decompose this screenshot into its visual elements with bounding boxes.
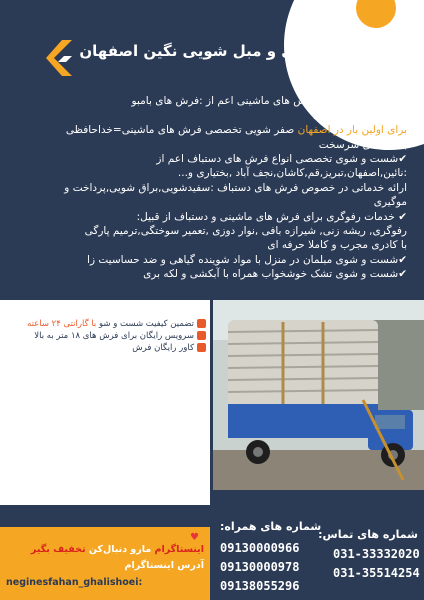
instagram-box bbox=[0, 527, 210, 600]
service-line: رفوگری, ریشه زنی, شیرازه بافی ,نوار دوزی ,تعمیر سوختگی,ترمیم پارگی bbox=[84, 225, 407, 238]
promo-text: کاور رایگان فرش bbox=[132, 343, 194, 353]
service-line: ✔شست و شوی تشک خوشخواب همراه با آبکشی و لکه بری bbox=[143, 268, 407, 281]
mobile-numbers-heading: شماره های همراه: bbox=[220, 520, 322, 533]
heart-icon: ♥ bbox=[190, 532, 199, 543]
service-line: ✔شست و شوی تخصصی انواع فرش های دستباف اعم از bbox=[156, 153, 407, 166]
instagram-cta bbox=[31, 544, 204, 555]
service-line-text: صفر شویی تخصصی فرش های ماشینی=خداحافظی bbox=[65, 124, 295, 137]
promo-item bbox=[20, 318, 206, 330]
instagram-follow-text: مارو دنبال‌کن bbox=[88, 544, 152, 555]
service-line: ✔شست و شوی مبلمان در منزل با مواد شوینده گیاهی و ضد حساسیت زا bbox=[87, 253, 407, 266]
service-line: ✔ خدمات رفوگری برای فرش های ماشینی و دستباف از قبیل: bbox=[136, 210, 407, 223]
promo-text: تضمین کیفیت شست و شو bbox=[99, 319, 194, 329]
bullet-icon bbox=[197, 331, 206, 340]
service-line: با کادری مجرب و کاملا حرفه ای bbox=[267, 239, 407, 252]
services-list bbox=[12, 80, 407, 282]
instagram-discount: تخفیف بگیر bbox=[30, 544, 86, 555]
header bbox=[40, 36, 370, 82]
phone-number[interactable]: 031-33332020 bbox=[333, 547, 420, 561]
instagram-label: اینستاگرام bbox=[154, 544, 204, 555]
phone-number[interactable]: 031-35514254 bbox=[333, 566, 420, 580]
promo-list bbox=[20, 318, 206, 354]
bullet-icon bbox=[197, 343, 206, 352]
promo-text: سرویس رایگان برای فرش های ۱۸ متر به بالا bbox=[34, 331, 194, 341]
service-line: ✔شست شوی انواع فرش های ماشینی اعم از :فرش های بامبو bbox=[131, 95, 407, 108]
photo-caption: شستشوی حرفه ای=عمر دوباره فرش شما bbox=[9, 452, 210, 463]
instagram-address-label: آدرس اینستاگرام bbox=[124, 560, 204, 571]
promo-item bbox=[20, 330, 206, 342]
services-heading: خدمات ما؛ bbox=[360, 81, 407, 93]
service-line: موگیری bbox=[373, 196, 407, 209]
phone-numbers-heading: شماره های تماس: bbox=[318, 528, 418, 541]
service-line: با لکه های سرسخت bbox=[318, 138, 407, 151]
mobile-number[interactable]: 09130000966 bbox=[220, 541, 300, 555]
promo-highlight: با گارانتی ۲۴ ساعته bbox=[27, 319, 97, 329]
mobile-number[interactable]: 09138055296 bbox=[220, 579, 300, 593]
truck-photo bbox=[213, 300, 424, 490]
service-highlight: برای اولین بار در اصفهان bbox=[297, 124, 407, 137]
service-line: :نائین,اصفهان,تبریز,قم,کاشان,نجف آباد ,بختیاری و... bbox=[177, 167, 407, 180]
service-line bbox=[12, 123, 407, 137]
chevron-logo-icon bbox=[40, 38, 84, 78]
truck-illustration bbox=[213, 300, 424, 490]
mobile-number[interactable]: 09130000978 bbox=[220, 560, 300, 574]
promo-item bbox=[20, 342, 206, 354]
bullet-icon bbox=[197, 319, 206, 328]
page-title: قالیشویی و مبل شویی نگین اصفهان bbox=[79, 42, 354, 60]
service-line: ارائه خدماتی در خصوص فرش های دستباف :سفیدشویی,براق شویی,پرداخت و bbox=[64, 181, 407, 194]
instagram-handle[interactable]: neginesfahan_ghalishoei: bbox=[6, 577, 143, 588]
service-line: ,پتینه,ترک,بلژیکی و... bbox=[312, 109, 407, 122]
